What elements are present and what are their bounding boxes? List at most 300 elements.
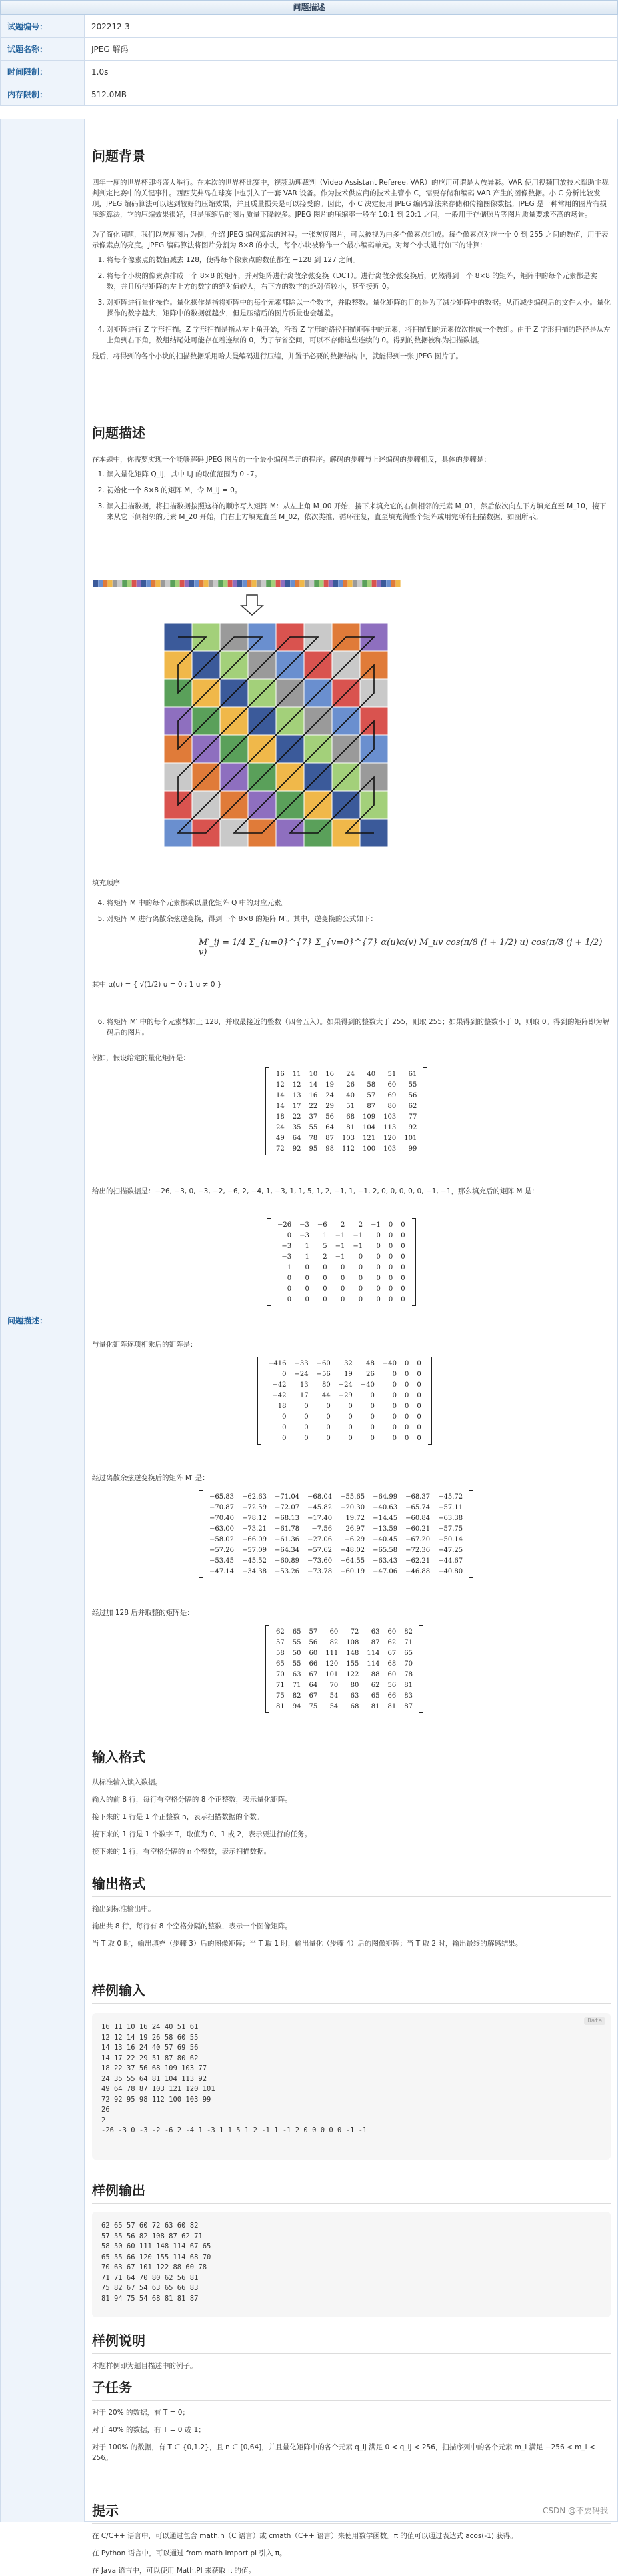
scan-cell bbox=[333, 580, 338, 587]
quant-cell: 17 bbox=[292, 1102, 301, 1110]
multiplied-cell: 0 bbox=[417, 1370, 421, 1378]
matrix-row bbox=[272, 1079, 421, 1090]
filled-cell: 0 bbox=[358, 1295, 363, 1303]
subtasks-section bbox=[92, 2377, 611, 2463]
matrix-row bbox=[264, 1369, 425, 1379]
final-cell: 57 bbox=[309, 1628, 318, 1636]
matrix-row bbox=[264, 1390, 425, 1401]
final-cell: 64 bbox=[309, 1681, 318, 1689]
idct-cell: 19.72 bbox=[345, 1514, 365, 1522]
scan-cell bbox=[103, 580, 107, 587]
matrix-row bbox=[205, 1545, 467, 1555]
matrix-row bbox=[273, 1251, 409, 1262]
paragraph: 输出到标准输出中。 bbox=[92, 1905, 155, 1913]
quant-cell: 72 bbox=[276, 1145, 285, 1153]
quant-cell: 51 bbox=[387, 1070, 397, 1078]
zigzag-figure bbox=[92, 579, 611, 872]
multiplied-cell: 0 bbox=[417, 1391, 421, 1399]
idct-cell: −73.21 bbox=[242, 1525, 267, 1533]
scan-cell bbox=[242, 580, 247, 587]
quant-cell: 60 bbox=[387, 1081, 397, 1089]
sample-explain-section bbox=[92, 2330, 611, 2371]
matrix-row bbox=[264, 1433, 425, 1443]
scan-cell bbox=[261, 580, 266, 587]
idct-cell: −66.09 bbox=[242, 1535, 267, 1543]
final-cell: 114 bbox=[367, 1660, 380, 1668]
multiplied-cell: −33 bbox=[294, 1359, 309, 1367]
section-title: 输出格式 bbox=[92, 1873, 611, 1897]
filled-cell: 0 bbox=[401, 1274, 405, 1282]
filled-cell: 0 bbox=[287, 1274, 292, 1282]
quant-cell: 56 bbox=[408, 1091, 417, 1099]
paragraph: 给出的扫描数据是：−26, −3, 0, −3, −2, −6, 2, −4, 1, −3, 1, 1, 5, 1, 2, −1, 1, −1, 2, 0, 0, 0, 0, 0, −1, −1，那么填充后的矩阵 M 是： bbox=[92, 1187, 539, 1195]
paragraph: 在本题中，你需要实现一个能够解码 JPEG 图片的一个最小编码单元的程序。解码的步骤与上述编码的步骤相反，具体的步骤是： bbox=[92, 456, 491, 464]
final-cell: 60 bbox=[329, 1628, 339, 1636]
scan-cell bbox=[189, 580, 194, 587]
filled-cell: 0 bbox=[401, 1231, 405, 1239]
idct-cell: −71.04 bbox=[275, 1493, 300, 1501]
matrix-row bbox=[272, 1133, 421, 1143]
scan-cell bbox=[228, 580, 233, 587]
idct-cell: −60.89 bbox=[275, 1557, 300, 1565]
scan-cell bbox=[98, 580, 103, 587]
paragraph: 与量化矩阵逐项相乘后的矩阵是： bbox=[92, 1341, 197, 1349]
scan-cell bbox=[233, 580, 237, 587]
filled-cell: −6 bbox=[317, 1221, 327, 1229]
scan-cell bbox=[141, 580, 146, 587]
section-title: 子任务 bbox=[92, 2377, 611, 2401]
multiplied-cell: 0 bbox=[405, 1381, 409, 1389]
final-cell: 62 bbox=[371, 1681, 380, 1689]
filled-cell: 0 bbox=[305, 1263, 309, 1271]
filled-cell: 0 bbox=[376, 1295, 381, 1303]
matrix-row bbox=[272, 1069, 421, 1079]
multiplied-cell: 0 bbox=[326, 1434, 331, 1442]
scan-cell bbox=[357, 580, 362, 587]
step-item: 4. 对矩阵进行 Z 字形扫描。Z 字形扫描是指从左上角开始，沿着 Z 字形的路径扫描矩阵中的元素，将扫描到的元素依次排成一个数组。由于 Z 字形扫描的路径是从左上角到右下角，数组结尾处可能存在着连续的 0，为了节省空间，可以不存储这些连续的 0。得到的数据被称为扫描数据。 bbox=[107, 324, 611, 346]
multiplied-cell: 0 bbox=[392, 1370, 397, 1378]
multiplied-cell: 0 bbox=[304, 1413, 309, 1421]
filled-cell: 0 bbox=[376, 1231, 381, 1239]
matrix-row bbox=[205, 1534, 467, 1545]
final-cell: 65 bbox=[276, 1660, 285, 1668]
sample-input-text: 16 11 10 16 24 40 51 61 12 12 14 19 26 58 60 55 14 13 16 24 40 57 69 56 14 17 22 29 51 87 80 62 18 22 37 56 68 109 103 77 24 35 55 64 81 104 113 92 49 64 78 87 103 121 120 101 72 92 95 98 112 100 103 99 26 2 -26 -3 0 -3 -2 -6 2 -4 1 -3 1 1 5 1 2 -1 1 -1 2 0 0 0 0 0 -1 -1 bbox=[101, 2023, 367, 2134]
final-cell: 81 bbox=[371, 1702, 380, 1710]
filled-cell: 0 bbox=[376, 1274, 381, 1282]
final-cell: 71 bbox=[404, 1638, 413, 1646]
final-cell: 66 bbox=[387, 1692, 397, 1700]
info-row bbox=[1, 83, 618, 106]
quant-cell: 16 bbox=[309, 1091, 318, 1099]
idct-cell: −45.82 bbox=[307, 1503, 333, 1511]
final-cell: 114 bbox=[367, 1649, 380, 1657]
scan-cell bbox=[247, 580, 251, 587]
scan-cell bbox=[285, 580, 290, 587]
scan-cell bbox=[204, 580, 209, 587]
scan-cell bbox=[185, 580, 189, 587]
multiplied-cell: 0 bbox=[417, 1359, 421, 1367]
quant-cell: 10 bbox=[309, 1070, 318, 1078]
filled-cell: −1 bbox=[371, 1221, 381, 1229]
idct-cell: −14.45 bbox=[373, 1514, 398, 1522]
paragraph: 接下来的 1 行，有空格分隔的 n 个整数，表示扫描数据。 bbox=[92, 1848, 271, 1856]
filled-cell: 0 bbox=[401, 1285, 405, 1293]
quant-cell: 78 bbox=[309, 1134, 318, 1142]
filled-cell: 1 bbox=[305, 1253, 309, 1261]
final-cell: 62 bbox=[276, 1628, 285, 1636]
quant-cell: 112 bbox=[341, 1145, 355, 1153]
info-value: 512.0MB bbox=[85, 83, 618, 106]
output-format-section bbox=[92, 1873, 611, 1949]
multiplied-cell: 80 bbox=[321, 1381, 331, 1389]
copy-button[interactable]: Data bbox=[584, 2017, 605, 2025]
paragraph: 当 T 取 0 时，输出填充（步骤 3）后的图像矩阵；当 T 取 1 时，输出量化（步骤 4）后的图像矩阵；当 T 取 2 时，输出最终的解码结果。 bbox=[92, 1940, 523, 1948]
step-item: 3. 对矩阵进行量化操作。量化操作是指将矩阵中的每个元素都除以一个数字，并取整数。量化矩阵的目的是为了减少矩阵中的数据。从而减少编码后的文件大小。量化操作的数字越大，矩阵中的数据就越少，但是压缩后的图片质量也会越差。 bbox=[107, 297, 611, 319]
quant-cell: 98 bbox=[325, 1145, 334, 1153]
multiplied-cell: 0 bbox=[405, 1391, 409, 1399]
info-value: 202212-3 bbox=[85, 15, 618, 38]
idct-cell: −7.56 bbox=[311, 1525, 333, 1533]
multiplied-cell: 0 bbox=[392, 1423, 397, 1431]
idct-cell: −40.63 bbox=[373, 1503, 398, 1511]
multiplied-cell: 0 bbox=[417, 1423, 421, 1431]
scan-cell bbox=[252, 580, 257, 587]
multiplied-cell: 26 bbox=[366, 1370, 375, 1378]
sample-output-code bbox=[92, 2212, 611, 2317]
final-cell: 81 bbox=[387, 1702, 397, 1710]
multiplied-cell: 0 bbox=[326, 1423, 331, 1431]
multiplied-cell: 0 bbox=[405, 1370, 409, 1378]
idct-cell: −48.02 bbox=[340, 1546, 365, 1554]
multiplied-cell: 0 bbox=[348, 1402, 353, 1410]
final-cell: 81 bbox=[404, 1681, 413, 1689]
final-cell: 82 bbox=[329, 1638, 339, 1646]
multiplied-matrix bbox=[257, 1357, 432, 1445]
decode-steps-final bbox=[92, 1017, 611, 1038]
sample-output-section bbox=[92, 2180, 611, 2204]
scan-cell bbox=[300, 580, 305, 587]
idct-cell: −73.60 bbox=[307, 1557, 333, 1565]
paragraph: 对于 20% 的数据，有 T = 0； bbox=[92, 2409, 189, 2417]
scan-cell bbox=[290, 580, 295, 587]
filled-cell: 0 bbox=[401, 1221, 405, 1229]
matrix-row bbox=[272, 1637, 417, 1648]
quant-cell: 22 bbox=[292, 1113, 301, 1121]
idct-cell: −57.26 bbox=[209, 1546, 235, 1554]
quant-cell: 104 bbox=[363, 1123, 376, 1131]
scan-cell bbox=[329, 580, 333, 587]
final-cell: 68 bbox=[350, 1702, 359, 1710]
idct-cell: −50.14 bbox=[438, 1535, 463, 1543]
quant-cell: 51 bbox=[346, 1102, 355, 1110]
final-cell: 60 bbox=[309, 1649, 318, 1657]
step-item: 2. 将每个小块的像素点排成一个 8×8 的矩阵，并对矩阵进行离散余弦变换（DCT）。进行离散余弦变换后，仍然得到一个 8×8 的矩阵，矩阵中的每个元素都是实数，并且所得矩阵的左上方的数字的绝对值较大，右下方的数字的绝对值较小，甚至接近 0。 bbox=[107, 271, 611, 292]
paragraph: 最后，将得到的各个小块的扫描数据采用哈夫曼编码进行压缩，并置于必要的数据结构中，就能得到一张 JPEG 图片了。 bbox=[92, 352, 463, 360]
idct-cell: −63.43 bbox=[373, 1557, 398, 1565]
multiplied-cell: 0 bbox=[348, 1413, 353, 1421]
filled-cell: 1 bbox=[287, 1263, 292, 1271]
multiplied-cell: 0 bbox=[282, 1423, 287, 1431]
idct-cell: −64.34 bbox=[275, 1546, 300, 1554]
quant-cell: 87 bbox=[367, 1102, 376, 1110]
info-row bbox=[1, 38, 618, 61]
final-cell: 63 bbox=[292, 1670, 301, 1678]
filled-cell: 0 bbox=[358, 1253, 363, 1261]
quant-cell: 103 bbox=[341, 1134, 355, 1142]
sample-output-text: 62 65 57 60 72 63 60 82 57 55 56 82 108 87 62 71 58 50 60 111 148 114 67 65 65 55 66 120 155 114 68 70 70 63 67 101 122 88 60 78 71 71 64 70 80 62 56 81 75 82 67 54 63 65 66 83 81 94 75 54 68 81 81 87 bbox=[101, 2222, 211, 2303]
scan-cell bbox=[180, 580, 185, 587]
matrix-row bbox=[272, 1690, 417, 1701]
matrix-row bbox=[272, 1669, 417, 1680]
idct-cell: −27.06 bbox=[307, 1535, 333, 1543]
info-value: 1.0s bbox=[85, 61, 618, 83]
matrix-row bbox=[264, 1422, 425, 1433]
idct-cell: −58.02 bbox=[209, 1535, 235, 1543]
idct-cell: −68.13 bbox=[275, 1514, 300, 1522]
multiplied-cell: 0 bbox=[392, 1413, 397, 1421]
scan-cell bbox=[151, 580, 155, 587]
idct-cell: −65.58 bbox=[373, 1546, 398, 1554]
step-item: 3. 读入扫描数据，将扫描数据按照这样的顺序写入矩阵 M：从左上角 M_00 开始，接下来填充它的右侧相邻的元素 M_01，然后依次向左下方填充直至 M_10，接下来从它下侧相邻的元素 M_20 开始，向右上方填充直至 M_02，依次类推，循环往复，直至填充满整个矩阵或用完所有扫描数据，如图所示。 bbox=[107, 501, 611, 522]
quant-cell: 87 bbox=[325, 1134, 334, 1142]
scan-cell bbox=[353, 580, 357, 587]
step-item: 1. 将每个像素点的数值减去 128，使得每个像素点的数值都在 −128 到 127 之间。 bbox=[107, 255, 611, 265]
idct-cell: −55.65 bbox=[340, 1493, 365, 1501]
filled-cell: 2 bbox=[323, 1253, 327, 1261]
matrix-row bbox=[273, 1283, 409, 1294]
filled-cell: 0 bbox=[287, 1285, 292, 1293]
final-cell: 50 bbox=[292, 1649, 301, 1657]
final-cell: 62 bbox=[387, 1638, 397, 1646]
filled-cell: 1 bbox=[323, 1231, 327, 1239]
multiplied-cell: 48 bbox=[366, 1359, 375, 1367]
quant-cell: 12 bbox=[292, 1081, 301, 1089]
quant-cell: 16 bbox=[276, 1070, 285, 1078]
final-cell: 65 bbox=[404, 1649, 413, 1657]
multiplied-cell: 0 bbox=[282, 1370, 287, 1378]
idct-cell: −64.55 bbox=[340, 1557, 365, 1565]
filled-cell: 0 bbox=[287, 1231, 292, 1239]
filled-cell: 0 bbox=[287, 1295, 292, 1303]
final-cell: 75 bbox=[276, 1692, 285, 1700]
scan-cell bbox=[367, 580, 371, 587]
idct-cell: −68.04 bbox=[307, 1493, 333, 1501]
multiplied-cell: 0 bbox=[282, 1413, 287, 1421]
problem-step-6 bbox=[92, 1013, 611, 1043]
matrix-row bbox=[272, 1658, 417, 1669]
filled-cell: 0 bbox=[340, 1274, 345, 1282]
matrix-row bbox=[205, 1491, 467, 1502]
matrix-row bbox=[272, 1648, 417, 1658]
scan-cell bbox=[281, 580, 285, 587]
info-key: 试题编号： bbox=[1, 15, 85, 38]
final-cell: 88 bbox=[371, 1670, 380, 1678]
scan-cell bbox=[132, 580, 137, 587]
final-cell: 55 bbox=[292, 1660, 301, 1668]
zigzag-diagram bbox=[92, 579, 611, 872]
input-format-section bbox=[92, 1746, 611, 1857]
info-key: 内存限制： bbox=[1, 83, 85, 106]
multiplied-cell: 0 bbox=[370, 1402, 375, 1410]
scan-cell bbox=[117, 580, 122, 587]
scan-cell bbox=[108, 580, 113, 587]
multiplied-cell: 0 bbox=[370, 1391, 375, 1399]
idct-cell: −47.06 bbox=[373, 1567, 398, 1575]
final-cell: 67 bbox=[387, 1649, 397, 1657]
multiplied-cell: 0 bbox=[326, 1413, 331, 1421]
paragraph: 接下来的 1 行是 1 个正整数 n，表示扫描数据的个数。 bbox=[92, 1813, 264, 1821]
final-cell: 63 bbox=[371, 1628, 380, 1636]
idct-matrix bbox=[199, 1490, 473, 1578]
section-title: 样例说明 bbox=[92, 2330, 611, 2354]
filled-cell: 0 bbox=[323, 1285, 327, 1293]
idct-cell: −60.84 bbox=[405, 1514, 431, 1522]
scan-cell bbox=[146, 580, 151, 587]
final-cell: 60 bbox=[387, 1628, 397, 1636]
quant-cell: 24 bbox=[276, 1123, 285, 1131]
section-title: 问题背景 bbox=[92, 145, 611, 169]
paragraph: 输入的前 8 行，每行有空格分隔的 8 个正整数，表示量化矩阵。 bbox=[92, 1796, 292, 1804]
multiplied-cell: 0 bbox=[348, 1434, 353, 1442]
matrix-row bbox=[205, 1513, 467, 1523]
idct-cell: −40.80 bbox=[438, 1567, 463, 1575]
matrix-row bbox=[273, 1241, 409, 1251]
quant-cell: 22 bbox=[309, 1102, 318, 1110]
final-cell: 56 bbox=[387, 1681, 397, 1689]
filled-cell: 0 bbox=[401, 1253, 405, 1261]
multiplied-cell: 0 bbox=[392, 1434, 397, 1442]
idct-cell: −61.78 bbox=[275, 1525, 300, 1533]
idct-cell: −57.75 bbox=[438, 1525, 463, 1533]
quant-cell: 12 bbox=[276, 1081, 285, 1089]
paragraph: 经过加 128 后并取整的矩阵是： bbox=[92, 1609, 194, 1617]
matrix-row bbox=[272, 1143, 421, 1154]
matrix-row bbox=[272, 1626, 417, 1637]
final-cell: 68 bbox=[387, 1660, 397, 1668]
quant-cell: 19 bbox=[325, 1081, 334, 1089]
filled-cell: 0 bbox=[388, 1295, 393, 1303]
multiplied-cell: 0 bbox=[417, 1402, 421, 1410]
quant-cell: 103 bbox=[383, 1113, 397, 1121]
final-cell: 63 bbox=[350, 1692, 359, 1700]
arrow-down-icon bbox=[241, 595, 263, 615]
filled-cell: −3 bbox=[281, 1242, 292, 1250]
info-row bbox=[1, 15, 618, 38]
multiplied-cell: −40 bbox=[382, 1359, 397, 1367]
matrix-row bbox=[273, 1230, 409, 1241]
paragraph: 为了简化问题，我们以灰度图片为例，介绍 JPEG 编码算法的过程。一张灰度图片，可以被视为由多个像素点组成。每个像素点对应一个 0 到 255 之间的数值，用于表示像素点的亮度。JPEG 编码算法将图片分割为 8×8 的小块，每个小块被称作一个最小编码单元。对每个小块进行如下的计算： bbox=[92, 231, 609, 249]
idct-cell: −70.87 bbox=[209, 1503, 235, 1511]
paragraph: 本题样例即为题目描述中的例子。 bbox=[92, 2362, 197, 2370]
idct-cell: −72.36 bbox=[405, 1546, 431, 1554]
quant-cell: 24 bbox=[325, 1091, 334, 1099]
info-key: 试题名称： bbox=[1, 38, 85, 61]
watermark-text: CSDN @不要码我 bbox=[542, 2506, 608, 2515]
filled-cell: −1 bbox=[335, 1242, 345, 1250]
filled-cell: 0 bbox=[388, 1231, 393, 1239]
quant-cell: 100 bbox=[363, 1145, 376, 1153]
problem-section bbox=[92, 422, 611, 528]
final-cell: 54 bbox=[329, 1702, 339, 1710]
multiplied-cell: 32 bbox=[344, 1359, 353, 1367]
window-title: 问题描述 bbox=[0, 0, 618, 15]
matrix-row bbox=[273, 1273, 409, 1283]
paragraph: 在 C/C++ 语言中，可以通过包含 math.h（C 语言）或 cmath（C++ 语言）来使用数学函数。π 的值可以通过表达式 acos(-1) 获得。 bbox=[92, 2532, 517, 2540]
scan-cell bbox=[386, 580, 391, 587]
final-cell: 67 bbox=[309, 1670, 318, 1678]
quant-cell: 101 bbox=[404, 1134, 417, 1142]
paragraph: 输出共 8 行，每行有 8 个空格分隔的整数，表示一个图像矩阵。 bbox=[92, 1922, 292, 1930]
multiplied-cell: 0 bbox=[405, 1423, 409, 1431]
multiplied-cell: 0 bbox=[392, 1402, 397, 1410]
step-item: 2. 初始化一个 8×8 的矩阵 M，令 M_ij = 0。 bbox=[107, 485, 611, 496]
multiplied-cell: 0 bbox=[405, 1434, 409, 1442]
filled-cell: 0 bbox=[388, 1274, 393, 1282]
scan-cell bbox=[175, 580, 179, 587]
idct-cell: −65.83 bbox=[209, 1493, 235, 1501]
matrix-row bbox=[273, 1294, 409, 1305]
filled-cell: 0 bbox=[376, 1285, 381, 1293]
multiplied-cell: 0 bbox=[417, 1381, 421, 1389]
quant-cell: 49 bbox=[276, 1134, 285, 1142]
quant-cell: 24 bbox=[346, 1070, 355, 1078]
quant-cell: 62 bbox=[408, 1102, 417, 1110]
quant-cell: 103 bbox=[383, 1145, 397, 1153]
scan-cell bbox=[199, 580, 203, 587]
final-cell: 78 bbox=[404, 1670, 413, 1678]
idct-cell: −17.40 bbox=[307, 1514, 333, 1522]
idct-cell: −64.99 bbox=[373, 1493, 398, 1501]
idct-cell: −63.00 bbox=[209, 1525, 235, 1533]
filled-cell: −1 bbox=[353, 1231, 363, 1239]
scan-cell bbox=[309, 580, 314, 587]
filled-cell: −1 bbox=[353, 1242, 363, 1250]
matrix-row bbox=[273, 1262, 409, 1273]
final-cell: 56 bbox=[309, 1638, 318, 1646]
final-cell: 57 bbox=[276, 1638, 285, 1646]
filled-cell: 0 bbox=[388, 1285, 393, 1293]
scan-cell bbox=[271, 580, 275, 587]
quant-cell: 26 bbox=[346, 1081, 355, 1089]
matrix-row bbox=[272, 1111, 421, 1122]
multiplied-cell: −42 bbox=[272, 1391, 287, 1399]
filled-cell: 0 bbox=[401, 1295, 405, 1303]
multiplied-cell: 19 bbox=[344, 1370, 353, 1378]
filled-cell: 0 bbox=[323, 1274, 327, 1282]
scan-cell bbox=[305, 580, 309, 587]
quant-cell: 80 bbox=[387, 1102, 397, 1110]
quant-cell: 57 bbox=[367, 1091, 376, 1099]
section-title: 样例输入 bbox=[92, 1980, 611, 2004]
scan-cell bbox=[396, 580, 401, 587]
info-table bbox=[0, 15, 618, 106]
quant-cell: 55 bbox=[309, 1123, 318, 1131]
scan-cell bbox=[381, 580, 386, 587]
final-cell: 70 bbox=[329, 1681, 339, 1689]
decode-steps bbox=[92, 469, 611, 522]
filled-cell: 0 bbox=[358, 1263, 363, 1271]
step-item: 1. 读入量化矩阵 Q_ij，其中 i,j 的取值范围为 0∼7。 bbox=[107, 469, 611, 480]
quant-cell: 64 bbox=[325, 1123, 334, 1131]
quant-cell: 13 bbox=[292, 1091, 301, 1099]
multiplied-cell: 17 bbox=[299, 1391, 309, 1399]
idct-cell: −20.30 bbox=[340, 1503, 365, 1511]
scan-cell bbox=[257, 580, 261, 587]
scan-cell bbox=[324, 580, 329, 587]
final-cell: 94 bbox=[292, 1702, 301, 1710]
matrix-row bbox=[272, 1701, 417, 1712]
multiplied-cell: 0 bbox=[370, 1413, 375, 1421]
